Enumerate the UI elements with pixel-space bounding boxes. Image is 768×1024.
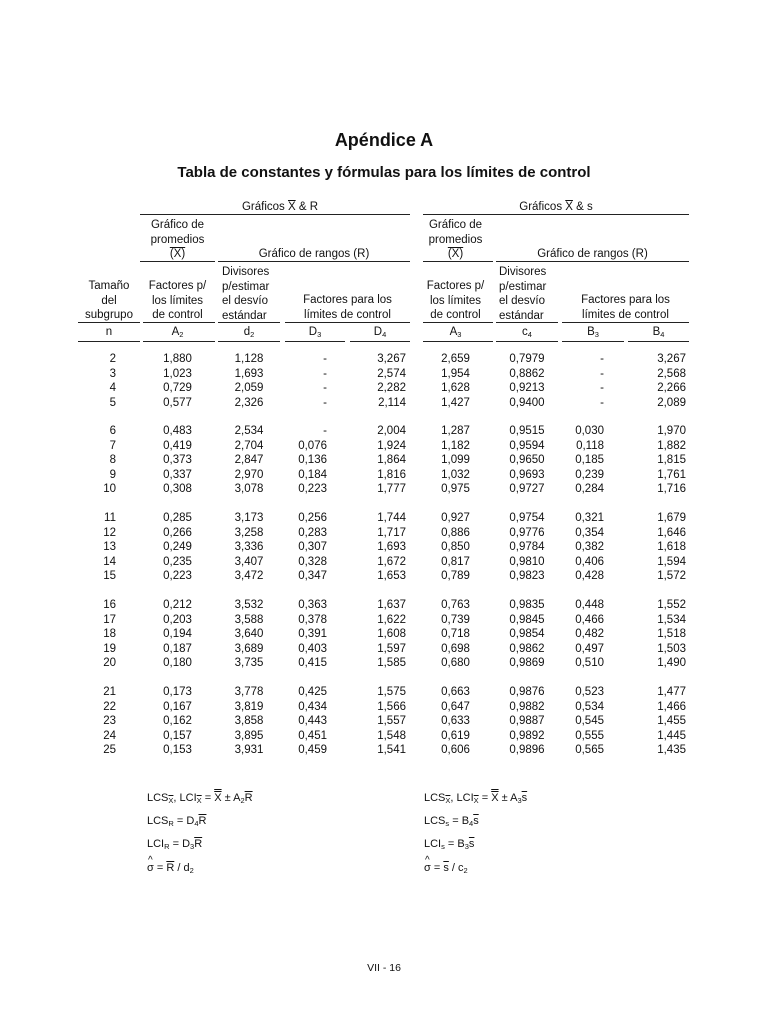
formula-lcs-lci-x-right: $LCS_{\overline{X}}$, $LCI_{\overline{X}} = X \pm A_3\overline{s}$: [424, 792, 528, 805]
cell-a3: 0,633: [441, 715, 470, 728]
cell-b4: 1,534: [657, 613, 686, 626]
cell-a3: 0,619: [441, 729, 470, 742]
cell-d4: 1,672: [377, 555, 406, 568]
cell-d4: 1,864: [377, 454, 406, 467]
cell-b3: 0,428: [575, 570, 604, 583]
cell-d3: 0,425: [298, 686, 327, 698]
cell-a3: 1,182: [441, 439, 470, 452]
cell-n: 17: [103, 613, 116, 626]
cell-c4: 0,9854: [509, 628, 545, 641]
divider: [285, 322, 410, 323]
cell-d2: 3,588: [234, 613, 264, 626]
cell-a2: 0,308: [163, 483, 192, 496]
cell-b4: 1,466: [657, 700, 686, 713]
cell-a3: 0,606: [441, 744, 470, 757]
cell-a2: 0,337: [163, 468, 192, 481]
cell-a3: 1,032: [441, 468, 470, 481]
cell-c4: 0,9650: [509, 454, 545, 467]
cell-b3: 0,523: [575, 686, 604, 698]
cell-c4: 0,9400: [509, 396, 545, 409]
cell-d3: 0,451: [298, 729, 327, 742]
cell-d2: 3,895: [234, 729, 264, 742]
cell-n: 10: [103, 483, 116, 496]
cell-b4: 1,445: [657, 729, 686, 742]
formula-lci-s: $LCI_s = B_3\overline{s}$: [424, 838, 475, 851]
cell-a3: 0,850: [441, 541, 470, 554]
cell-d4: 1,597: [377, 642, 406, 655]
cell-d4: 3,267: [377, 353, 406, 365]
cell-a2: 0,235: [163, 555, 192, 568]
header-factores-para-left: Factores para los límites de control: [303, 294, 392, 321]
cell-b4: 1,882: [657, 439, 686, 452]
divider: [285, 341, 345, 342]
cell-c4: 0,7979: [509, 353, 545, 365]
cell-a2: 0,187: [163, 642, 192, 655]
cell-d3: 0,223: [298, 483, 327, 496]
table-row: [0, 482, 768, 497]
cell-n: 11: [104, 512, 116, 524]
divider: [218, 322, 280, 323]
cell-a3: 0,647: [441, 700, 470, 713]
header-divisores-right: Divisores p/estimar el desvío estándar: [499, 266, 547, 322]
cell-d4: 1,637: [377, 599, 406, 611]
divider: [628, 341, 689, 342]
header-promedios-right: Gráfico de promedios (X): [428, 219, 483, 260]
divider: [140, 261, 215, 262]
table-row: [0, 511, 768, 526]
divider: [562, 341, 624, 342]
cell-d2: 3,931: [234, 744, 264, 757]
divider: [562, 322, 689, 323]
cell-d3: -: [323, 382, 327, 395]
cell-d4: 1,924: [377, 439, 406, 452]
cell-b4: 1,618: [657, 541, 686, 554]
cell-a3: 2,659: [441, 353, 470, 365]
cell-n: 14: [103, 555, 116, 568]
cell-a3: 0,789: [441, 570, 470, 583]
table-row: [0, 642, 768, 657]
cell-b3: -: [600, 353, 604, 365]
cell-d4: 2,114: [378, 396, 406, 409]
cell-a2: 0,153: [163, 744, 192, 757]
formula-lci-r: $LCI_R = D_3\overline{R}$: [147, 838, 203, 851]
group-header-xs: Gráficos $\overline{X}$ & s: [519, 201, 593, 213]
cell-d4: 1,816: [377, 468, 406, 481]
table-row: [0, 424, 768, 439]
cell-c4: 0,9693: [509, 468, 545, 481]
cell-d4: 2,004: [377, 425, 406, 437]
divider: [423, 261, 493, 262]
cell-n: 23: [103, 715, 116, 728]
cell-d4: 2,574: [377, 367, 406, 380]
cell-n: 8: [109, 454, 116, 467]
cell-b3: 0,118: [576, 439, 604, 452]
cell-a2: 0,157: [163, 729, 192, 742]
cell-n: 13: [103, 541, 116, 554]
cell-a2: 0,483: [163, 425, 192, 437]
divider: [218, 341, 280, 342]
cell-d2: 3,689: [234, 642, 264, 655]
cell-b3: 0,497: [575, 642, 604, 655]
cell-a3: 1,287: [441, 425, 470, 437]
cell-d4: 2,282: [377, 382, 406, 395]
formula-sigma-right: ^ $\sigma = \overline{s} / c_2$: [424, 861, 468, 879]
cell-b4: 1,761: [657, 468, 686, 481]
table-row: [0, 555, 768, 570]
table-row: [0, 367, 768, 382]
cell-d4: 1,777: [377, 483, 406, 496]
cell-a2: 0,249: [163, 541, 192, 554]
cell-b4: 1,716: [657, 483, 686, 496]
cell-b4: 1,679: [657, 512, 686, 524]
cell-c4: 0,9876: [509, 686, 545, 698]
table-row: [0, 381, 768, 396]
cell-d2: 3,858: [234, 715, 264, 728]
col-header-d2: $d_2$: [243, 326, 255, 339]
cell-a3: 0,763: [441, 599, 470, 611]
cell-d3: -: [323, 396, 327, 409]
cell-b4: 1,518: [657, 628, 686, 641]
cell-d3: 0,443: [298, 715, 327, 728]
divider: [496, 261, 689, 262]
table-row: [0, 656, 768, 671]
col-header-a3: $A_3$: [449, 326, 462, 339]
cell-a3: 1,954: [441, 367, 470, 380]
cell-a2: 0,577: [163, 396, 192, 409]
header-factores-para-right: Factores para los límites de control: [581, 294, 670, 321]
cell-a2: 0,729: [163, 382, 192, 395]
cell-c4: 0,9892: [509, 729, 545, 742]
cell-a2: 0,223: [163, 570, 192, 583]
cell-n: 21: [103, 686, 116, 698]
cell-b3: 0,466: [575, 613, 604, 626]
table-row: [0, 700, 768, 715]
divider: [496, 341, 558, 342]
cell-c4: 0,9882: [509, 700, 545, 713]
group-header-xr: Gráficos $\overline{X}$ & R: [241, 201, 319, 213]
cell-b3: 0,545: [575, 715, 604, 728]
cell-b4: 1,503: [657, 642, 686, 655]
col-header-d4: $D_4$: [373, 326, 387, 339]
cell-b4: 1,970: [657, 425, 686, 437]
table-row: [0, 627, 768, 642]
cell-c4: 0,9727: [509, 483, 545, 496]
cell-b4: 1,552: [657, 599, 686, 611]
cell-d2: 3,078: [234, 483, 264, 496]
col-header-b4: $B_4$: [652, 326, 665, 339]
formula-lcs-r: $LCS_R = D_4\overline{R}$: [147, 815, 207, 828]
cell-b3: -: [600, 396, 604, 409]
cell-a3: 1,099: [441, 454, 470, 467]
cell-c4: 0,9823: [509, 570, 545, 583]
col-header-n: n: [105, 326, 113, 338]
cell-a3: 0,975: [441, 483, 470, 496]
header-rangos-left: Gráfico de rangos (R): [258, 248, 370, 260]
table-row: [0, 714, 768, 729]
cell-b3: 0,354: [575, 526, 604, 539]
col-header-d3: $D_3$: [308, 326, 322, 339]
cell-d4: 1,557: [377, 715, 406, 728]
table-row: [0, 569, 768, 584]
cell-d3: 0,184: [298, 468, 327, 481]
cell-b4: 1,594: [657, 555, 686, 568]
cell-n: 16: [103, 599, 116, 611]
cell-b3: 0,030: [575, 425, 604, 437]
cell-d2: 2,847: [234, 454, 264, 467]
col-header-c4: $c_4$: [522, 326, 532, 339]
cell-n: 4: [109, 382, 116, 395]
cell-d3: -: [323, 425, 327, 437]
col-header-b3: $B_3$: [587, 326, 599, 339]
cell-b4: 1,815: [657, 454, 686, 467]
cell-d2: 3,640: [234, 628, 264, 641]
cell-d3: 0,347: [298, 570, 327, 583]
cell-c4: 0,9862: [509, 642, 545, 655]
cell-n: 5: [109, 396, 116, 409]
cell-a3: 1,628: [441, 382, 470, 395]
cell-d4: 1,566: [377, 700, 406, 713]
cell-d2: 2,534: [234, 425, 264, 437]
cell-a2: 0,203: [163, 613, 192, 626]
cell-d2: 2,059: [234, 382, 264, 395]
cell-n: 6: [109, 425, 116, 437]
cell-d3: -: [323, 353, 327, 365]
cell-c4: 0,9784: [509, 541, 545, 554]
cell-b3: 0,482: [575, 628, 604, 641]
table-row: [0, 396, 768, 411]
cell-b3: 0,565: [575, 744, 604, 757]
cell-b3: 0,534: [575, 700, 604, 713]
cell-c4: 0,9754: [509, 512, 545, 524]
table-row: [0, 540, 768, 555]
cell-d4: 1,541: [377, 744, 406, 757]
cell-n: 25: [103, 744, 116, 757]
cell-d4: 1,622: [377, 613, 406, 626]
cell-d3: 0,378: [298, 613, 327, 626]
cell-a2: 0,167: [163, 700, 192, 713]
cell-a2: 0,162: [163, 715, 192, 728]
header-factores-left: Factores p/ los límites de control: [148, 280, 207, 321]
divider: [143, 341, 215, 342]
cell-a3: 0,718: [441, 628, 470, 641]
table-row: [0, 729, 768, 744]
cell-n: 2: [109, 353, 116, 365]
cell-d3: 0,434: [298, 700, 327, 713]
divider: [78, 322, 140, 323]
cell-d4: 1,693: [377, 541, 406, 554]
cell-c4: 0,9835: [509, 599, 545, 611]
cell-n: 18: [103, 628, 116, 641]
formula-lcs-lci-x-left: $LCS_{\overline{X}}$, $LCI_{\overline{X}} = X \pm A_2\overline{R}$: [147, 792, 253, 805]
cell-d3: 0,307: [298, 541, 327, 554]
table-row: [0, 453, 768, 468]
cell-n: 7: [109, 439, 116, 452]
cell-b4: 2,568: [657, 367, 686, 380]
cell-b3: 0,239: [575, 468, 604, 481]
cell-d2: 2,704: [234, 439, 264, 452]
cell-b4: 1,572: [657, 570, 686, 583]
cell-c4: 0,9869: [509, 657, 545, 670]
cell-b4: 3,267: [657, 353, 686, 365]
cell-d4: 1,717: [377, 526, 406, 539]
cell-d2: 3,258: [234, 526, 264, 539]
table-row: [0, 468, 768, 483]
cell-n: 19: [103, 642, 116, 655]
divider: [423, 214, 689, 215]
table-row: [0, 526, 768, 541]
cell-a2: 1,880: [163, 353, 192, 365]
cell-a2: 0,266: [163, 526, 192, 539]
cell-c4: 0,9845: [509, 613, 545, 626]
cell-c4: 0,9810: [509, 555, 545, 568]
cell-d2: 1,128: [234, 353, 264, 365]
cell-c4: 0,9594: [509, 439, 545, 452]
cell-b3: 0,382: [575, 541, 604, 554]
table-row: [0, 743, 768, 758]
cell-b3: -: [600, 367, 604, 380]
cell-n: 12: [103, 526, 116, 539]
cell-d4: 1,653: [377, 570, 406, 583]
cell-a2: 0,419: [163, 439, 192, 452]
cell-c4: 0,9515: [509, 425, 545, 437]
divider: [423, 341, 493, 342]
divider: [218, 261, 410, 262]
cell-d3: 0,136: [298, 454, 327, 467]
table-row: [0, 598, 768, 613]
cell-b3: 0,448: [575, 599, 604, 611]
cell-d2: 2,970: [234, 468, 264, 481]
cell-a2: 0,285: [163, 512, 192, 524]
cell-a3: 0,663: [441, 686, 470, 698]
col-header-a2: $A_2$: [171, 326, 184, 339]
cell-d4: 1,575: [377, 686, 406, 698]
cell-c4: 0,8862: [509, 367, 545, 380]
cell-a2: 0,212: [163, 599, 192, 611]
cell-d3: 0,415: [298, 657, 327, 670]
page-title: Apéndice A: [334, 130, 434, 150]
formula-sigma-left: ^ $\sigma = \overline{R} / d_2$: [147, 861, 194, 879]
divider: [423, 322, 493, 323]
cell-d3: 0,076: [298, 439, 327, 452]
cell-d3: -: [323, 367, 327, 380]
cell-c4: 0,9776: [509, 526, 545, 539]
cell-d2: 3,407: [234, 555, 264, 568]
table-row: [0, 352, 768, 367]
cell-a3: 0,817: [441, 555, 470, 568]
cell-b3: 0,510: [575, 657, 604, 670]
cell-c4: 0,9887: [509, 715, 545, 728]
header-divisores-left: Divisores p/estimar el desvío estándar: [222, 266, 270, 322]
cell-d2: 1,693: [234, 367, 264, 380]
cell-c4: 0,9213: [509, 382, 545, 395]
cell-n: 20: [103, 657, 116, 670]
table-row: [0, 439, 768, 454]
header-rangos-right: Gráfico de rangos (R): [537, 248, 648, 260]
cell-n: 24: [103, 729, 116, 742]
cell-n: 15: [103, 570, 116, 583]
cell-b3: 0,284: [575, 483, 604, 496]
cell-b3: 0,185: [575, 454, 604, 467]
cell-b4: 1,490: [657, 657, 686, 670]
cell-n: 3: [109, 367, 116, 380]
cell-d3: 0,363: [298, 599, 327, 611]
cell-d3: 0,391: [298, 628, 327, 641]
header-promedios-left: Gráfico de promedios (X): [150, 219, 205, 260]
cell-d2: 3,532: [234, 599, 264, 611]
cell-b3: 0,321: [575, 512, 604, 524]
page-subtitle: Tabla de constantes y fórmulas para los límites de control: [177, 164, 591, 181]
table-row: [0, 613, 768, 628]
cell-d3: 0,403: [298, 642, 327, 655]
cell-d4: 1,585: [377, 657, 406, 670]
cell-d2: 3,819: [234, 700, 264, 713]
divider: [78, 341, 140, 342]
cell-b4: 2,089: [657, 396, 686, 409]
formula-lcs-s: $LCS_s = B_4\overline{s}$: [424, 815, 479, 828]
cell-d4: 1,608: [377, 628, 406, 641]
cell-d3: 0,328: [298, 555, 327, 568]
cell-c4: 0,9896: [509, 744, 545, 757]
cell-d2: 3,735: [234, 657, 264, 670]
divider: [143, 322, 215, 323]
cell-a2: 0,180: [163, 657, 192, 670]
cell-d3: 0,459: [298, 744, 327, 757]
divider: [350, 341, 410, 342]
cell-d4: 1,548: [377, 729, 406, 742]
cell-b4: 1,646: [657, 526, 686, 539]
cell-a3: 1,427: [441, 396, 470, 409]
page-number: VII - 16: [367, 962, 401, 974]
cell-d2: 2,326: [234, 396, 264, 409]
cell-d3: 0,256: [298, 512, 327, 524]
cell-a2: 0,373: [163, 454, 192, 467]
cell-n: 22: [103, 700, 116, 713]
cell-b3: 0,406: [575, 555, 604, 568]
cell-n: 9: [109, 468, 116, 481]
header-tamano: Tamaño del subgrupo: [85, 280, 133, 321]
cell-d4: 1,744: [377, 512, 406, 524]
table-row: [0, 685, 768, 700]
cell-a2: 0,194: [163, 628, 192, 641]
cell-a2: 0,173: [163, 686, 192, 698]
cell-d2: 3,173: [234, 512, 264, 524]
header-factores-right: Factores p/ los límites de control: [426, 280, 485, 321]
cell-d2: 3,336: [234, 541, 264, 554]
cell-a3: 0,927: [441, 512, 470, 524]
cell-a3: 0,739: [441, 613, 470, 626]
cell-a2: 1,023: [163, 367, 192, 380]
cell-a3: 0,698: [441, 642, 470, 655]
cell-d2: 3,472: [234, 570, 264, 583]
cell-a3: 0,886: [441, 526, 470, 539]
cell-d2: 3,778: [234, 686, 264, 698]
cell-b3: 0,555: [575, 729, 604, 742]
cell-b4: 1,477: [657, 686, 686, 698]
cell-b4: 2,266: [657, 382, 686, 395]
cell-b3: -: [600, 382, 604, 395]
divider: [496, 322, 558, 323]
cell-b4: 1,435: [657, 744, 686, 757]
cell-a3: 0,680: [441, 657, 470, 670]
cell-d3: 0,283: [298, 526, 327, 539]
cell-b4: 1,455: [657, 715, 686, 728]
divider: [140, 214, 410, 215]
